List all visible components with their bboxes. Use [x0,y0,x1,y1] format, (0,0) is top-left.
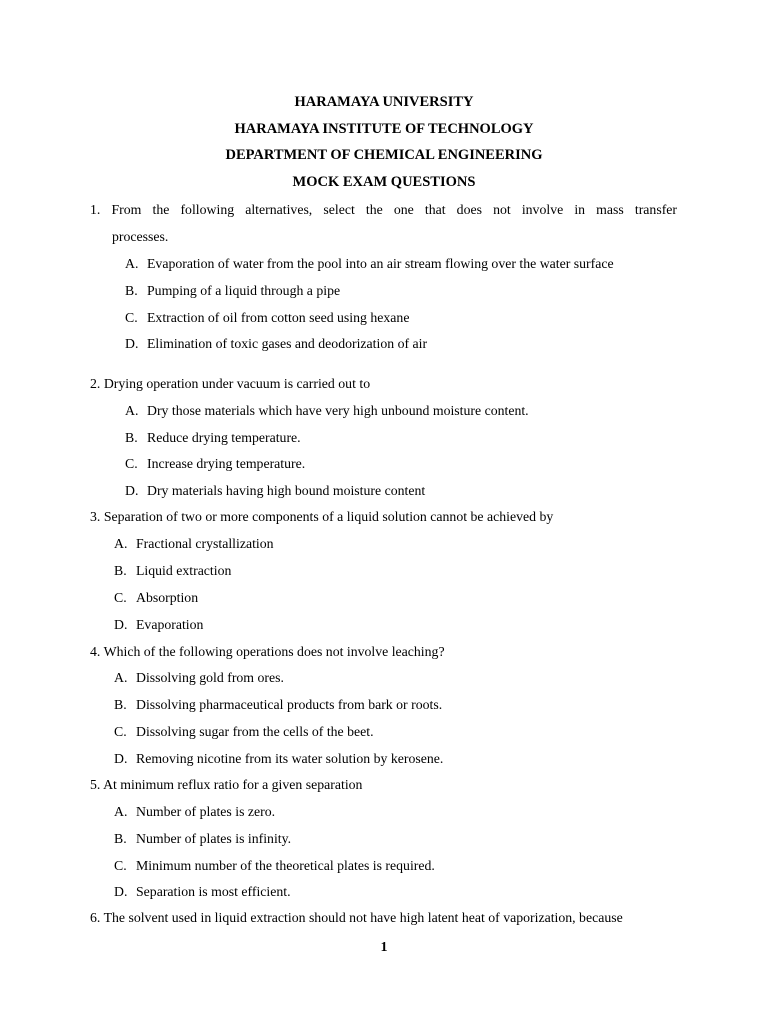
institute-name: HARAMAYA INSTITUTE OF TECHNOLOGY [234,120,534,137]
option-c: C. Increase drying temperature. [125,456,306,471]
question-number: 6. [90,910,101,925]
university-name: HARAMAYA UNIVERSITY [294,94,474,110]
question-number: 1. [90,202,101,217]
option-d: D. Removing nicotine from its water solution by kerosene. [114,751,444,766]
option-b: B. Pumping of a liquid through a pipe [125,283,341,298]
option-d: D. Separation is most efficient. [114,884,291,899]
option-d: D. Elimination of toxic gases and deodorization of air [125,336,428,351]
question-text: Drying operation under vacuum is carried out to [103,376,371,391]
question-stem [90,904,623,931]
department-name: DEPARTMENT OF CHEMICAL ENGINEERING [225,147,543,163]
option-c: C. Absorption [114,590,199,605]
question-text: Which of the following operations does not involve leaching? [103,644,445,659]
exam-title: MOCK EXAM QUESTIONS [292,173,476,190]
question-stem [90,771,362,798]
question-text: Separation of two or more components of a liquid solution cannot be achieved by [103,509,554,524]
option-d: D. Evaporation [114,617,204,632]
question-text: From the following alternatives, select the one that does not involve in mass transfer [111,202,678,217]
option-b: B. Reduce drying temperature. [125,430,301,445]
option-a: A. Dry those materials which have very high unbound moisture content. [125,403,529,418]
option-c: C. Dissolving sugar from the cells of the beet. [114,724,374,739]
option-d: D. Dry materials having high bound moisture content [125,483,426,498]
question-stem [90,370,370,397]
question-text: At minimum reflux ratio for a given separation [103,777,363,792]
question-number: 4. [90,644,101,659]
option-a: A. Number of plates is zero. [114,804,276,819]
question-stem [90,503,553,530]
question-stem [90,638,445,665]
option-b: B. Number of plates is infinity. [114,831,292,846]
option-a: A. Evaporation of water from the pool into an air stream flowing over the water surface [125,256,614,271]
question-number: 3. [90,509,101,524]
question-text: The solvent used in liquid extraction should not have high latent heat of vaporization, because [103,910,623,925]
option-c: C. Minimum number of the theoretical plates is required. [114,858,435,873]
option-a: A. Fractional crystallization [114,536,274,551]
option-c: C. Extraction of oil from cotton seed using hexane [125,310,410,325]
page-number: 1 [380,940,388,955]
option-a: A. Dissolving gold from ores. [114,670,284,685]
question-stem [90,196,677,223]
option-b: B. Liquid extraction [114,563,232,578]
question-text-continued: processes. [112,229,169,244]
option-b: B. Dissolving pharmaceutical products from bark or roots. [114,697,443,712]
question-number: 2. [90,376,101,391]
document-header [0,92,768,198]
question-number: 5. [90,777,101,792]
